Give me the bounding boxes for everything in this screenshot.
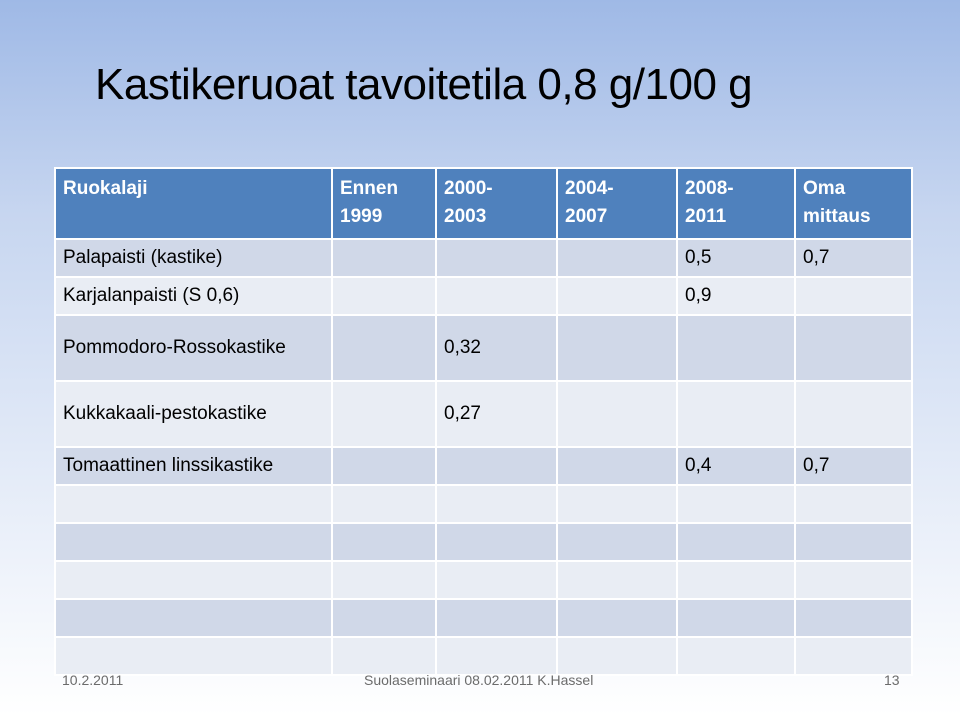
dish-name-cell: Pommodoro-Rossokastike (55, 315, 332, 381)
value-cell: 0,32 (436, 315, 557, 381)
dish-name-cell (55, 485, 332, 523)
value-cell (557, 523, 677, 561)
value-cell (795, 381, 912, 447)
value-cell: 0,4 (677, 447, 795, 485)
value-cell (795, 637, 912, 675)
value-cell: 0,9 (677, 277, 795, 315)
value-cell (332, 239, 436, 277)
dish-name-cell (55, 561, 332, 599)
value-cell (795, 523, 912, 561)
value-cell (436, 599, 557, 637)
header-2000-2003: 2000- 2003 (436, 168, 557, 239)
value-cell (332, 485, 436, 523)
value-cell (332, 315, 436, 381)
value-cell (436, 447, 557, 485)
value-cell (677, 381, 795, 447)
value-cell (332, 561, 436, 599)
dish-name-cell: Tomaattinen linssikastike (55, 447, 332, 485)
value-cell (557, 381, 677, 447)
header-own-measurement: Oma mittaus (795, 168, 912, 239)
value-cell: 0,27 (436, 381, 557, 447)
table-row (55, 277, 912, 315)
dish-name-cell: Karjalanpaisti (S 0,6) (55, 277, 332, 315)
value-cell (795, 561, 912, 599)
value-cell (436, 485, 557, 523)
value-cell (332, 523, 436, 561)
table-row (55, 381, 912, 447)
value-cell (677, 637, 795, 675)
table-row (55, 599, 912, 637)
footer-page-number: 13 (884, 672, 900, 688)
slide-title: Kastikeruoat tavoitetila 0,8 g/100 g (95, 60, 753, 109)
value-cell (557, 561, 677, 599)
value-cell (436, 637, 557, 675)
value-cell: 0,5 (677, 239, 795, 277)
value-cell (557, 485, 677, 523)
footer-date: 10.2.2011 (62, 672, 124, 688)
value-cell (677, 523, 795, 561)
value-cell (557, 637, 677, 675)
value-cell (557, 315, 677, 381)
dish-name-cell (55, 599, 332, 637)
table-row (55, 315, 912, 381)
value-cell (436, 523, 557, 561)
dish-name-cell (55, 637, 332, 675)
value-cell (332, 381, 436, 447)
dish-name-cell (55, 523, 332, 561)
value-cell (677, 485, 795, 523)
table-row (55, 447, 912, 485)
header-2008-2011: 2008- 2011 (677, 168, 795, 239)
value-cell (795, 485, 912, 523)
value-cell (677, 315, 795, 381)
table-row (55, 561, 912, 599)
value-cell (436, 561, 557, 599)
table-header-row (55, 168, 912, 239)
value-cell: 0,7 (795, 239, 912, 277)
value-cell (332, 637, 436, 675)
value-cell (677, 599, 795, 637)
header-before-1999: Ennen 1999 (332, 168, 436, 239)
header-2004-2007: 2004- 2007 (557, 168, 677, 239)
header-dish: Ruokalaji (55, 168, 332, 239)
value-cell (795, 277, 912, 315)
value-cell (557, 599, 677, 637)
dish-name-cell: Kukkakaali-pestokastike (55, 381, 332, 447)
dish-name-cell: Palapaisti (kastike) (55, 239, 332, 277)
value-cell (332, 599, 436, 637)
value-cell (557, 447, 677, 485)
value-cell (795, 315, 912, 381)
value-cell (332, 447, 436, 485)
value-cell: 0,7 (795, 447, 912, 485)
salt-content-table (54, 167, 913, 676)
value-cell (677, 561, 795, 599)
value-cell (436, 239, 557, 277)
value-cell (332, 277, 436, 315)
footer-presentation: Suolaseminaari 08.02.2011 K.Hassel (364, 672, 594, 688)
table-row (55, 239, 912, 277)
value-cell (436, 277, 557, 315)
value-cell (557, 277, 677, 315)
table-row (55, 637, 912, 675)
value-cell (795, 599, 912, 637)
table-row (55, 523, 912, 561)
value-cell (557, 239, 677, 277)
table-row (55, 485, 912, 523)
